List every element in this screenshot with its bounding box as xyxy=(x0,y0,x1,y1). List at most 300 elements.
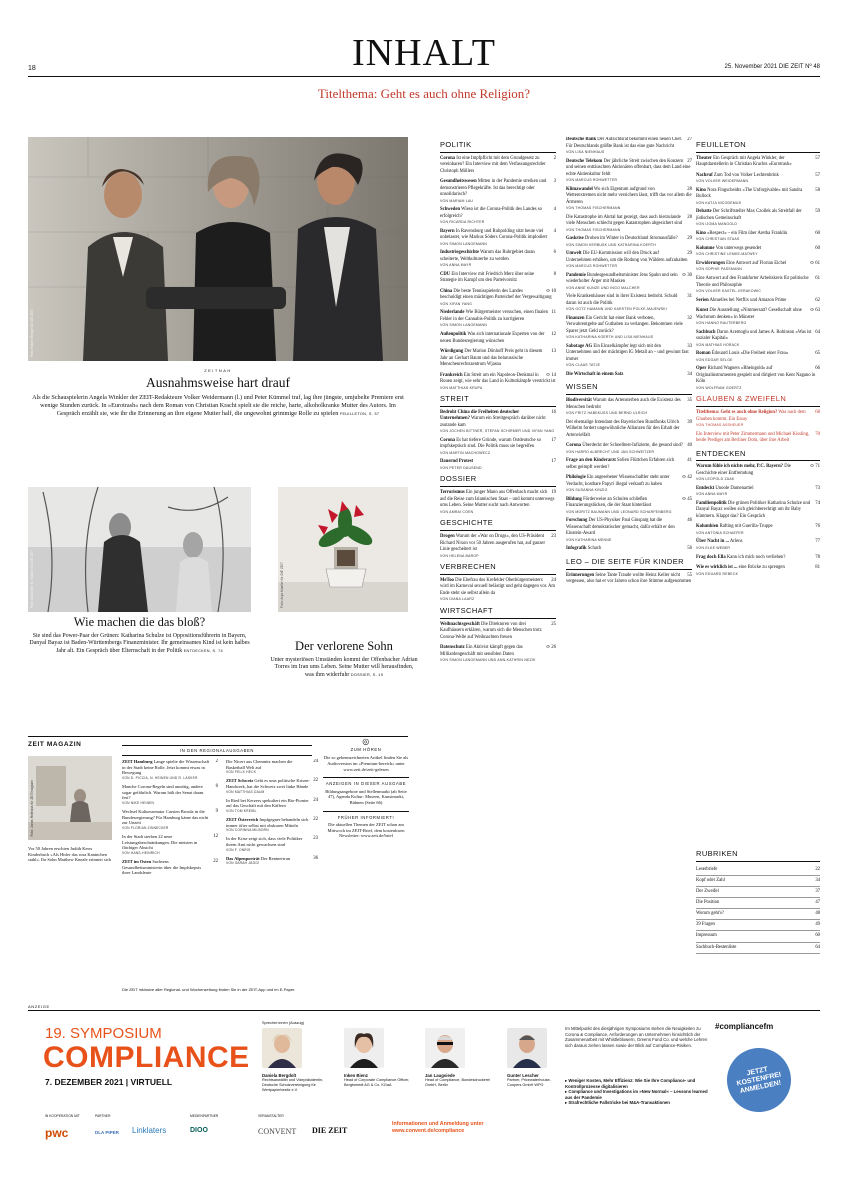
entry-text: Infografik Schach xyxy=(566,546,602,552)
entry-text: In Ried bei Kerzers spekuliert ein Bio-Pionier auf das Geschäft mit den Käffern xyxy=(226,797,309,809)
section-verbrechen xyxy=(440,562,556,602)
rubrik-page: 22 xyxy=(815,866,820,872)
rubrik-page: 37 xyxy=(815,888,820,894)
entry-author: VON TOM KREIBL xyxy=(226,808,257,813)
toc-entry[interactable] xyxy=(566,273,692,291)
toc-entry[interactable] xyxy=(566,251,692,269)
toc-entry[interactable] xyxy=(696,486,820,497)
entry-author: VON MORITZ BAUMANN UND LEONARD SCHARFENBERG xyxy=(566,509,672,514)
page-number: 12 xyxy=(213,833,218,839)
entry-author: VON SUSANNA KINZIG xyxy=(566,488,608,493)
entry-author: VON HARRO ALBRECHT UND JAN SCHWEITZER xyxy=(566,449,655,454)
page-number: 24 xyxy=(313,797,318,803)
regional-entry[interactable] xyxy=(226,778,318,793)
page-number: 31 xyxy=(687,294,692,300)
rubriken-box xyxy=(696,846,820,954)
toc-entry[interactable] xyxy=(440,373,556,391)
toc-entry[interactable] xyxy=(440,207,556,225)
entry-text: Außenpolitik Was sich internationale Experten von der neuen Bundesregierung wünschen xyxy=(440,332,545,344)
entry-text: Über Nacht in ... Arlens xyxy=(696,539,743,545)
section-title: WISSEN xyxy=(566,382,692,395)
entry-text: Terrorismus Ein junger Mann aus Offenbach macht sich auf die Reise zum Islamischen Staat – und kommt unterwegs ums Leben. Seine Mutter sucht nach Antworten xyxy=(440,490,555,509)
ad-date: 7. DEZEMBER 2021 | VIRTUELL xyxy=(45,1077,173,1087)
toc-entry[interactable] xyxy=(440,534,556,558)
rubrik-item[interactable] xyxy=(696,920,820,931)
right-teaser-text: Unter mysteriösen Umständen kommt der Offenbacher Adrian Torres im Iran ums Leben. Seine Mutter will herausfinden, was ihm widerfuhr DOSSIER, S. 19 xyxy=(270,656,418,678)
rubriken-list xyxy=(696,865,820,954)
speaker-photo-2 xyxy=(344,1028,384,1068)
page-number: ⊙ 10 xyxy=(545,288,556,294)
teaser-headline[interactable]: Ausnahmsweise hart drauf xyxy=(146,375,290,391)
toc-entry[interactable] xyxy=(566,159,692,183)
entry-author: VON SIMON KERBUSK UND KATHARINA KOERTH xyxy=(566,242,656,247)
toc-entry[interactable] xyxy=(566,236,692,247)
toc-entry[interactable] xyxy=(696,298,820,305)
entry-author: VON FLORIAN ZINNECKER xyxy=(122,825,169,830)
rubrik-label: Worum geht's? xyxy=(696,911,724,917)
toc-entry[interactable] xyxy=(696,524,820,535)
entry-text: Deutsche Telekom Der jährliche Streit zwischen den Konzern und seinen enttäuschten Aktionären offenbart, dass dem Land eine echte Aktienkultur fehlt xyxy=(566,158,691,177)
page-number: 12 xyxy=(551,332,556,338)
page-number: 22 xyxy=(313,778,318,784)
title-theme: Titelthema: Geht es auch ohne Religion? xyxy=(317,86,531,101)
entry-author: VON KATHARINA KOERTH UND LISA NIENHAUS xyxy=(566,335,654,340)
regional-head: IN DEN REGIONALAUSGABEN xyxy=(122,745,312,756)
entry-text: Corona Überdeckt der Schnelltest-Infizierte, die gesund sind? xyxy=(566,443,683,449)
entry-text: Bedroht China die Freiheiten deutscher Unternehmen? Warum ein Streitgespräch darüber nicht zustande kam xyxy=(440,409,546,428)
page-number: 2 xyxy=(553,155,556,161)
toc-entry[interactable] xyxy=(566,137,692,155)
flower-photo-svg xyxy=(278,487,408,612)
toc-entry[interactable] xyxy=(566,420,692,440)
entry-text: Die Katastrophe im Ahrtal hat gezeigt, dass auch hierzulande viele Menschen schlecht gegen Katastrophen abgesichert sind xyxy=(566,214,683,227)
entry-author: VON ANNA MAYR xyxy=(696,492,728,497)
page-number: 74 xyxy=(815,500,820,506)
page-number: 70 xyxy=(815,431,820,437)
entry-author: VON LISA NIENHAUS xyxy=(566,150,605,154)
rubrik-item[interactable] xyxy=(696,865,820,876)
page-number: 81 xyxy=(815,565,820,570)
rubrik-item[interactable] xyxy=(696,909,820,920)
section-leo-die-seite-f-r-kinder xyxy=(566,557,692,586)
toc-entry[interactable] xyxy=(696,173,820,184)
entry-text: Frage an den Kinderarzt Sollen Flüttchen Erfahren sich selbst geimpft werden? xyxy=(566,458,675,470)
regional-entry[interactable] xyxy=(122,759,218,780)
entry-text: Datenschutz Ein Aktivist kämpft gegen das Milliardengeschäft mit sensiblen Daten xyxy=(440,645,523,657)
entry-author: VON ELKE WEBER xyxy=(696,545,731,550)
page-number: 29 xyxy=(687,236,692,242)
page-number: 61 xyxy=(815,276,820,282)
regional-entry[interactable] xyxy=(226,759,318,774)
hoeren-box xyxy=(323,738,409,839)
regional-entry[interactable] xyxy=(122,859,218,876)
page-number: 4 xyxy=(553,228,556,234)
toc-entry[interactable] xyxy=(440,289,556,307)
regional-col-2 xyxy=(226,759,318,974)
photo-credit-magazin: Foto: Jonas Holthaus für ZEITmagazin xyxy=(30,779,34,836)
toc-entry[interactable] xyxy=(696,366,820,390)
entry-author: VON CORINNA MILBORN xyxy=(226,828,269,833)
toc-entry[interactable] xyxy=(566,518,692,542)
toc-entry[interactable] xyxy=(566,497,692,515)
page-number: 22 xyxy=(213,858,218,864)
toc-entry[interactable] xyxy=(696,539,820,550)
regional-entry[interactable] xyxy=(122,784,218,805)
toc-entry[interactable] xyxy=(696,565,820,576)
toc-entry[interactable] xyxy=(440,229,556,247)
teaser-ref[interactable]: FEUILLETON, S. 57 xyxy=(339,411,380,416)
page-number: ⊙ 42 xyxy=(681,475,692,481)
rubrik-item[interactable] xyxy=(696,931,820,942)
toc-entry[interactable] xyxy=(696,308,820,326)
toc-entry[interactable] xyxy=(696,330,820,348)
page-number: 36 xyxy=(313,855,318,861)
entry-text: Drogen Warum der »War on Drugs«, den US-Präsident Richard Nixon vor 50 Jahren ausgerufen hat, auf ganzer Linie gescheitert ist xyxy=(440,534,546,553)
magazin-photo-svg xyxy=(28,756,112,840)
toc-entry[interactable] xyxy=(440,622,556,642)
ad-badge[interactable]: JETZT KOSTENFREI ANMELDEN! xyxy=(721,1042,797,1118)
toc-entry[interactable] xyxy=(440,490,556,514)
section-title: LEO – DIE SEITE FÜR KINDER xyxy=(566,557,692,570)
rubrik-page: 64 xyxy=(815,944,820,950)
page-number: 29 xyxy=(687,251,692,257)
entry-text: Serien Aktuelles bei Netflix und Amazon Prime xyxy=(696,297,787,303)
sponsor-zeit: DIE ZEIT xyxy=(312,1126,348,1135)
page-number: 24 xyxy=(551,577,556,583)
toc-entry[interactable] xyxy=(440,578,556,602)
toc-entry[interactable] xyxy=(440,179,556,203)
section-continued xyxy=(566,137,692,378)
left-teaser xyxy=(28,616,251,655)
toc-entry[interactable] xyxy=(566,458,692,471)
rubrik-page: 34 xyxy=(815,877,820,883)
section-title: GLAUBEN & ZWEIFELN xyxy=(696,394,820,407)
page-number: 22 xyxy=(313,817,318,823)
right-teaser-headline[interactable]: Der verlorene Sohn xyxy=(295,639,393,653)
page-number: 55 xyxy=(687,572,692,578)
page-number: 13 xyxy=(551,349,556,355)
three-people-photo xyxy=(28,137,408,361)
ad-title: COMPLIANCE xyxy=(43,1041,250,1074)
ad-register[interactable]: Informationen und Anmeldung unter www.convent.de/compliance xyxy=(392,1121,484,1134)
toc-entry[interactable] xyxy=(696,231,820,242)
entry-text: Bayern In Ravensburg und Ruhpolding sitzt heute viel unbelastet, wie Markus Söders Corona-Politik implodiert xyxy=(440,228,548,241)
section-feuilleton xyxy=(696,140,820,390)
teaser-text: Als die Schauspielerin Angela Winkler der ZEIT-Redakteure Volker Weidermann (l.) und Peter Kümmel traf, lag ihre jüngste, umjubelte Premiere erst wenige Stunden zurück. In »Eurotrash« nach dem Roman von Christian Kracht spielt sie die reiche, harte, alkoholkranke Mutter des Autors. Im Gespräch erzählt sie, wie ihr die Erinnerung an ihre eigene Mutter half, die ungewohnt grimmige Rolle zu spielen FEUILLETON, S. 57 xyxy=(32,394,404,417)
entry-author: VON HANNO RAUTERBERG xyxy=(696,321,747,326)
entry-author: VON MATTHIAS DAUM xyxy=(226,789,265,794)
entry-text: Biodiversität Warum das Artensterben auch die Existenz des Menschen bedroht xyxy=(566,398,681,410)
section-title: VERBRECHEN xyxy=(440,562,556,575)
magazin-text[interactable]: Vor 50 Jahren erschien Judith Kerrs Kinderbuch »Als Hitler das rosa Kaninchen stahl«. Ihr Sohn Matthew Kneale erinnert sich xyxy=(28,846,112,863)
toc-entry[interactable] xyxy=(566,316,692,340)
page-number: 35 xyxy=(687,398,692,404)
couple-photo xyxy=(28,487,251,612)
page-number: ⊙ 14 xyxy=(545,372,556,378)
ad-label: ANZEIGE xyxy=(28,1004,50,1009)
magazin-logo: ZEIT MAGAZIN xyxy=(28,741,82,748)
rubriken-title: RUBRIKEN xyxy=(696,849,820,862)
entry-author: VON ANNA MAYR xyxy=(440,263,472,268)
speaker-photo-3 xyxy=(425,1028,465,1068)
entry-text: Erwiderungen Eine Antwort auf Florian Eichel xyxy=(696,260,787,266)
entry-author: VON PETER DAUSEND xyxy=(440,465,482,470)
entry-text: Erinnerungen Seine Tante Traude wollte Heinz Keller nicht vergessen, also hat er vor Jahren schon ihre Stimme aufgenommen xyxy=(566,572,692,585)
entry-author: VON THOMAS ASSHEUER xyxy=(696,423,744,428)
entry-author: VON D. PICCIA, N. HEINEN UND R. LASKER xyxy=(122,775,198,780)
toc-entry[interactable] xyxy=(440,310,556,328)
toc-entry[interactable] xyxy=(696,188,820,206)
toc-entry[interactable] xyxy=(440,156,556,176)
toc-entry[interactable] xyxy=(696,209,820,227)
right-teaser-ref[interactable]: DOSSIER, S. 19 xyxy=(350,672,384,677)
entry-text: Forschung Der US-Physiker Paul Ginsparg hat die Wissenschaft demokratischer gemacht, dafür erhält er den Einstein-Award xyxy=(566,518,675,537)
entry-author: VON SOPHIE PASSMANN xyxy=(696,267,742,272)
left-teaser-headline[interactable]: Wie machen die das bloß? xyxy=(73,615,206,629)
page-number: 8 xyxy=(553,271,556,277)
entry-text: Theater Ein Gespräch mit Angela Winkler, der Hauptdarstellerin in Christian Krachts »Eurotrash« xyxy=(696,155,792,168)
page-number: 68 xyxy=(815,410,820,416)
toc-entry[interactable] xyxy=(696,410,820,428)
entry-author: VON XIFAN YANG xyxy=(440,301,473,306)
entry-text: Würdigung Der Marion Dönhoff Preis geht in diesem Jahr an Gerhart Baum und das belarussische Menschenrechtszentrum Wjasna xyxy=(440,349,543,368)
section-entdecken xyxy=(696,449,820,576)
rubrik-label: Der Zweifel xyxy=(696,888,719,894)
entry-text: Bildung Förderweise an Schulen schließen Finanzierungslücken, die der Staat hinterlässt xyxy=(566,496,652,509)
toc-entry[interactable] xyxy=(696,555,820,562)
sponsor-label-4: VERANSTALTER xyxy=(258,1114,284,1118)
entry-text: Deutsche Bank Der Aufsichtsrat bekommt einen neuen Chef. Für Deutschlands größte Bank ist das eine gute Nachricht xyxy=(566,137,683,149)
frueher-text[interactable]: Die aktuellen Themen der ZEIT schon am Mittwoch im ZEIT-Brief, dem kostenlosen Newsletter: www.zeit.de/brief xyxy=(327,822,405,839)
rubrik-item[interactable] xyxy=(696,887,820,898)
page-number: ⊙ 61 xyxy=(809,260,820,266)
page-number: ⊙ 63 xyxy=(809,308,820,314)
toc-entry[interactable] xyxy=(440,332,556,345)
page-number: 16 xyxy=(551,409,556,415)
speaker-3: Jan Laugsiede Head of Compliance, Bundesdruckerei GmbH, Berlin xyxy=(425,1073,491,1088)
rubrik-page: 47 xyxy=(815,900,820,906)
entry-author: VON WOLFRAM GOERTZ xyxy=(696,385,742,390)
entry-text: Frag doch Ella Kann ich mich noch verlieben? xyxy=(696,554,786,560)
entry-author: VON MARCUS ROHWETTER xyxy=(566,264,618,269)
toc-entry[interactable] xyxy=(440,349,556,369)
sponsor-pwc: pwc xyxy=(45,1126,69,1140)
page-number: 40 xyxy=(687,443,692,449)
entry-author: VON CLAAS TATJE xyxy=(566,363,601,368)
entry-text: Eine Antwort auf den Frankfurter Arbeitskreis für politische Theorie und Philosophie xyxy=(696,276,809,288)
entry-text: Kino »Respect« – ein Film über Aretha Franklin xyxy=(696,230,788,236)
entry-text: ZEIT Österreich Impfgegner behandeln sich immer öfter selbst mit obskuren Mitteln xyxy=(226,817,309,828)
toc-entry[interactable] xyxy=(440,272,556,285)
toc-entry[interactable] xyxy=(566,215,692,233)
entry-text: Wie es wirklich ist ... eine Brücke zu sprengen xyxy=(696,565,785,570)
entry-author: VON ANTONIA SCHAEFER xyxy=(696,530,744,535)
entry-author: VON HELENA BAROP xyxy=(440,553,479,558)
entry-text: Dauernd Protest xyxy=(440,459,474,465)
page-number: 66 xyxy=(815,366,820,372)
hoeren-head: ZUM HÖREN xyxy=(350,747,382,752)
section-title: DOSSIER xyxy=(440,474,556,487)
entry-text: Der ehemalige Intendant des Bayerischen Rundfunks Ulrich Wilhelm fordert ungewöhnliche Allianzen für den Erhalt der Artenvielfalt xyxy=(566,419,680,438)
toc-entry[interactable] xyxy=(696,464,820,482)
section-title: WIRTSCHAFT xyxy=(440,606,556,619)
entry-text: Manche Corona-Regeln sind unnötig, andere sogar gefährlich. Warum hält der Senat daran fest? xyxy=(122,783,204,801)
sponsor-label-1: IN KOOPERATION MIT xyxy=(45,1114,80,1118)
ad-bullet-1: ▸ Weniger Kosten, Mehr Effizienz: Wie Sie Ihre Compliance- und Kontrollprozesse digitalisieren xyxy=(565,1078,696,1089)
regional-entry[interactable] xyxy=(122,809,218,830)
page-number: 77 xyxy=(815,539,820,545)
regional-entry[interactable] xyxy=(226,856,318,866)
entry-text: Titelthema: Geht es auch ohne Religion? Was nach dem Glauben kommt. Ein Essay xyxy=(696,410,806,422)
speaker-4: Gunter Lescher Partner, Pricewaterhouse-Coopers GmbH WPG xyxy=(507,1073,551,1088)
toc-entry[interactable] xyxy=(566,475,692,493)
toc-entry[interactable] xyxy=(696,261,820,272)
header-rule xyxy=(28,76,820,77)
page-number: 9 xyxy=(215,808,218,814)
entry-text: Viele Krankenhäuser sind in ihrer Existenz bedroht. Schuld daran ist auch die Politik xyxy=(566,294,678,306)
headphones-icon: ◎ xyxy=(362,737,370,746)
page-number: 62 xyxy=(815,297,820,303)
entry-text: Warum fühle ich nichts mehr, P.C. Bayern? Die Geschichte einer Entfremdung xyxy=(696,464,791,476)
entry-text: In der Krise zeigt sich, dass viele Politiker ihrem Amt nicht gewachsen sind xyxy=(226,836,303,848)
entry-author: VON VOLKER KASTEL-VERAKOWIC xyxy=(696,289,762,294)
toc-entry[interactable] xyxy=(440,459,556,470)
toc-entry[interactable] xyxy=(696,156,820,169)
toc-entry[interactable] xyxy=(440,645,556,663)
rubrik-label: 39 Fragen xyxy=(696,922,715,928)
sponsor-label-2: PARTNER xyxy=(95,1114,111,1118)
page-number: 41 xyxy=(687,458,692,464)
toc-entry[interactable] xyxy=(696,246,820,257)
column-politik xyxy=(440,137,556,1003)
entry-author: VON FELIX HECK xyxy=(226,770,257,775)
toc-entry[interactable] xyxy=(566,294,692,312)
section-streit xyxy=(440,394,556,470)
page-number: 28 xyxy=(687,186,692,192)
page-number: 17 xyxy=(551,437,556,443)
toc-entry[interactable] xyxy=(566,546,692,553)
entry-author: VON THOMAS FISCHERMANN xyxy=(566,227,621,232)
page-number: 33 xyxy=(687,343,692,349)
page-number: 23 xyxy=(313,836,318,842)
toc-entry[interactable] xyxy=(696,351,820,362)
page-number: 64 xyxy=(815,329,820,335)
page-number: 32 xyxy=(687,315,692,321)
regional-entry[interactable] xyxy=(226,798,318,813)
page-number: 60 xyxy=(815,245,820,251)
column-wirtschaft xyxy=(566,137,692,1003)
regional-entry[interactable] xyxy=(226,836,318,851)
toc-entry[interactable] xyxy=(566,344,692,368)
regional-entry[interactable] xyxy=(226,817,318,832)
speaker-1-portrait xyxy=(262,1028,302,1068)
toc-entry[interactable] xyxy=(440,438,556,456)
section-glauben-zweifeln xyxy=(696,394,820,444)
entry-text: Industriegeschichte Warum das Ruhrgebiet daran scheiterte, Weltkulturerbe zu werden xyxy=(440,250,535,262)
ad-rule xyxy=(28,1010,820,1011)
entry-text: MeToo Die Ehefrau des Krefelder Oberbürgermeisters wird im Karneval sexuell belästigt und geht dagegen vor. Am Ende steht sie selbst allein da xyxy=(440,577,556,596)
toc-entry[interactable] xyxy=(696,276,820,294)
entry-text: Die Nicert aus Chemnitz machen die Basketball Welt auf xyxy=(226,759,293,770)
section-politik xyxy=(440,140,556,390)
rubrik-item[interactable] xyxy=(696,898,820,909)
entry-text: Ein Interview mit Peter Zimmermann und Michael Kissling, beide Prediger am Berliner Dom, über ihre Arbeit xyxy=(696,431,810,444)
entry-author: VON MATTHIAS KRUPA xyxy=(440,385,483,390)
speaker-1: Daniela Bergdolt Rechtsanwältin und Vizepräsidentin, Deutsche Schutzvereinigung für Wertpapierbesitz e.V. xyxy=(262,1073,324,1092)
rubrik-page: 49 xyxy=(815,922,820,928)
entry-text: Kolumbien Rafting mit Guerilla-Truppe xyxy=(696,524,773,530)
section-title: STREIT xyxy=(440,394,556,407)
section-wirtschaft xyxy=(440,606,556,663)
toc-entry[interactable] xyxy=(696,501,820,521)
entry-author: VON GOTZ HAMANN UND KARSTEN POLKE-MAJEWSKI xyxy=(566,307,667,312)
entry-author: VON AMRAI COEN xyxy=(440,509,474,514)
entry-text: Sabotage AG Ein Einzelkämpfer legt sich mit den Unternehmen und der mächtigen IG Metall an – und gewinnt fast immer xyxy=(566,343,689,362)
ad-bullets xyxy=(565,1078,715,1106)
toc-entry[interactable] xyxy=(566,398,692,416)
regional-list-1 xyxy=(122,759,218,876)
entry-author: VON FRITZ HABEKUSS UND BERND ULRICH xyxy=(566,411,648,416)
rubrik-label: Kopf oder Zahl xyxy=(696,877,725,883)
entry-text: ZEIT Schweiz Geht es ums politische Krisen-Handwerk, hat die Schweiz zwei linke Hände xyxy=(226,778,310,789)
entry-author: VON SIMON LANGEMANN UND ANN-KATHRIN NEZIK xyxy=(440,658,536,663)
photo-credit-left: Foto: Alexander Kr. Butzke für DIE ZEIT xyxy=(30,549,34,608)
left-teaser-ref[interactable]: ENTDECKEN, S. 74 xyxy=(183,648,223,653)
page-number: 27 xyxy=(687,137,692,142)
entry-text: In der Stadt sterben 22 neue Leistungsbeschränkungen. Die meisten in flächiger Absicht xyxy=(122,833,198,851)
page-number: ⊙ 71 xyxy=(809,464,820,470)
page-number: ⊙ 30 xyxy=(681,272,692,278)
entry-text: Niederlande Wie Bürgermeister versuchen, einen finalen Fehler in der Cannabis-Politik zu korrigieren xyxy=(440,310,548,322)
regional-entry[interactable] xyxy=(122,834,218,855)
entry-text: Entdeckt Unoole Damenartiel xyxy=(696,485,754,491)
toc-entry[interactable] xyxy=(440,250,556,268)
toc-entry[interactable] xyxy=(566,573,692,586)
entry-author: VON ANNE KUNZE UND INGO MALCHER xyxy=(566,285,640,290)
page-number: 39 xyxy=(687,419,692,425)
page-number: 17 xyxy=(551,459,556,465)
rubrik-item[interactable] xyxy=(696,876,820,887)
entry-text: Oper Richard Wagners »Rheingold« auf Originalinstrumenten gespielt und dirigiert von Kent Nagano in Köln xyxy=(696,366,816,385)
regional-col-1 xyxy=(122,759,218,974)
rubrik-item[interactable] xyxy=(696,943,820,954)
ad-bullet-3: ▸ Strafrechtliche Fallstricke bei M&A-Transaktionen xyxy=(565,1100,670,1106)
sponsor-linklaters: Linklaters xyxy=(132,1126,167,1135)
ad-hashtag: #compliancefm xyxy=(715,1022,774,1031)
toc-entry[interactable] xyxy=(566,187,692,211)
ad-bullet-2: ▸ Compliance und Investigations im »New Normal« – Lessons learned aus der Pandemie xyxy=(565,1089,708,1100)
entry-author: VON KATJA NICODEMUS xyxy=(696,200,742,205)
flower-photo xyxy=(278,487,408,612)
page-title: INHALT xyxy=(352,32,496,74)
entry-text: Familienpolitik Die grünen Politiker Katharina Schulze und Danyal Bayaz wollen sich gleichberechtigt um ihr Baby kümmern. Klappt das? Ein Gespräch xyxy=(696,500,811,519)
page-number: 11 xyxy=(551,310,556,316)
entry-author: VON LEOPOLD ZAAK xyxy=(696,477,735,482)
toc-entry[interactable] xyxy=(440,410,556,434)
page-number: 3 xyxy=(553,179,556,185)
section-title: ENTDECKEN xyxy=(696,449,820,462)
toc-entry[interactable] xyxy=(566,372,692,379)
column-feuilleton xyxy=(696,137,820,840)
page-number: 27 xyxy=(687,158,692,164)
entry-text: Gesundheitswesen Mitten in der Pandemie streiken und demonstrieren Pflegekräfte. Ist das berechtigt oder unsolidarisch? xyxy=(440,179,547,198)
speaker-photo-1 xyxy=(262,1028,302,1068)
toc-entry[interactable] xyxy=(696,432,820,445)
toc-entry[interactable] xyxy=(566,443,692,454)
section-title: FEUILLETON xyxy=(696,140,820,153)
page-number: 34 xyxy=(687,371,692,377)
entry-text: China Die beste Tennisspielerin des Landes beschuldigt einen mächtigen Parteichef der Vergewaltigung xyxy=(440,288,552,301)
